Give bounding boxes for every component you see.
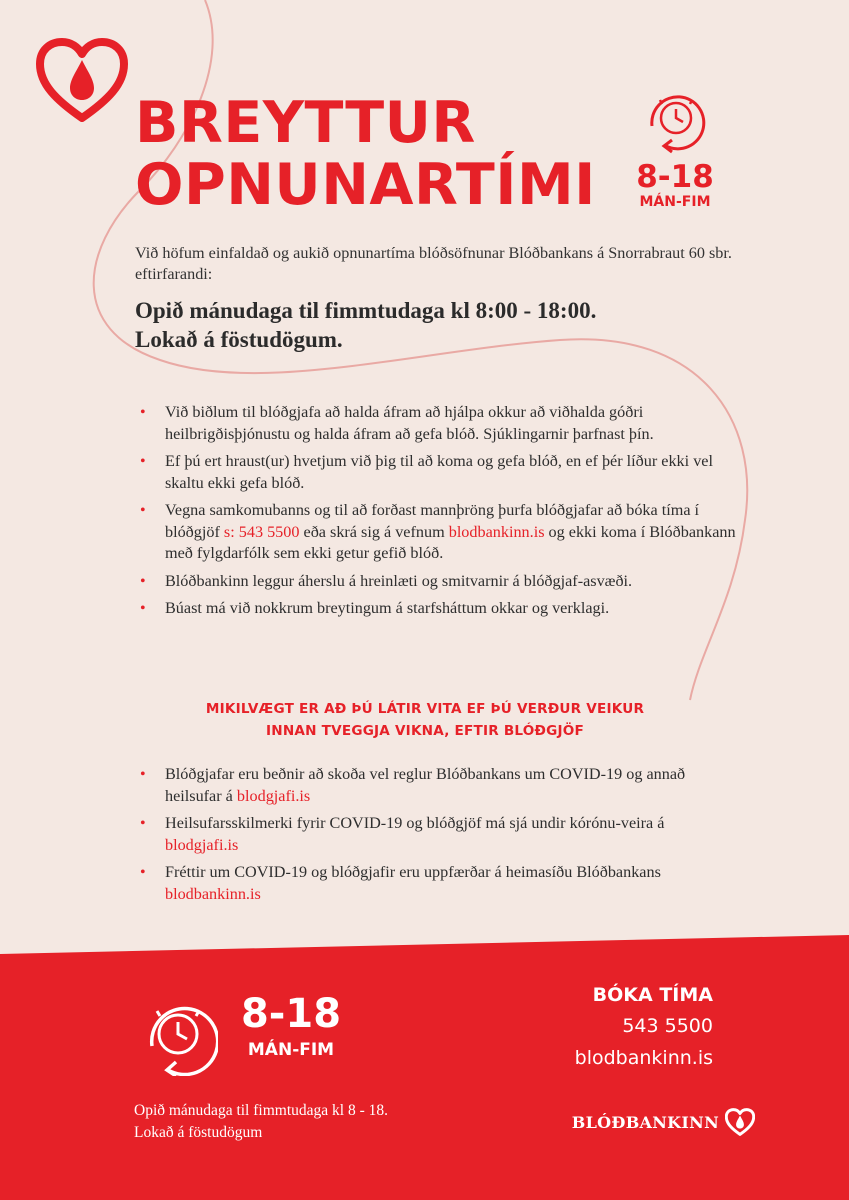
blodgjafi-link[interactable]: blodgjafi.is	[165, 835, 239, 854]
footer-note	[134, 1100, 388, 1144]
blodbankinn-link[interactable]: blodbankinn.is	[165, 884, 261, 903]
bullet-icon: •	[140, 815, 146, 832]
bullet-icon: •	[140, 502, 146, 519]
title-line-1: BREYTTUR	[135, 90, 476, 156]
bullet-icon: •	[140, 766, 146, 783]
list-item-text: Blóðgjafar eru beðnir að skoða vel reglur Blóðbankans um COVID-19 og annað heilsufar á	[165, 765, 686, 805]
bullet-icon: •	[140, 404, 146, 421]
booking-website-link[interactable]: blodbankinn.is	[574, 1047, 713, 1069]
bullet-icon: •	[140, 453, 146, 470]
blodbankinn-link[interactable]: blodbankinn.is	[448, 522, 545, 541]
list-item-text: Við biðlum til blóðgjafa að halda áfram að hjálpa okkur að viðhalda góðri heilbrigðisþjónustu og halda áfram að gefa blóð. Sjúklingarnir þarfnast þín.	[165, 403, 654, 443]
list-item-text: Blóðbankinn leggur áherslu á hreinlæti og smitvarnir á blóðgjaf-asvæði.	[165, 571, 633, 590]
brand-logo	[572, 1108, 755, 1136]
notice-line-1: MIKILVÆGT ER AÐ ÞÚ LÁTIR VITA EF ÞÚ VERÐUR VEIKUR	[205, 701, 645, 717]
footer-note-line-1: Opið mánudaga til fimmtudaga kl 8 - 18.	[134, 1102, 388, 1119]
heart-drop-icon	[725, 1108, 755, 1136]
blodgjafi-link[interactable]: blodgjafi.is	[236, 786, 311, 805]
badge-days: MÁN-FIM	[639, 194, 711, 210]
intro-text: Við höfum einfaldað og aukið opnunartíma blóðsöfnunar Blóðbankans á Snorrabraut 60 sbr. eftirfarandi:	[135, 244, 732, 283]
notice-line-2: INNAN TVEGGJA VIKNA, EFTIR BLÓÐGJÖF	[266, 723, 584, 739]
list-item-text: Heilsufarsskilmerki fyrir COVID-19 og blóðgjöf má sjá undir kórónu-veira á	[165, 814, 665, 832]
footer-days: MÁN-FIM	[247, 1040, 335, 1060]
list-item-text: og ekki koma í Blóðbankann með fylgdarfólk sem ekki getur gefið blóð.	[165, 522, 736, 562]
bullet-icon: •	[140, 572, 146, 590]
list-item-text: Vegna samkomubanns og til að forðast mannþröng þurfa blóðgjafar að bóka tíma í blóðgjöf	[165, 501, 700, 541]
footer-clock-refresh-icon	[134, 990, 218, 1076]
booking-phone[interactable]: 543 5500	[622, 1015, 713, 1037]
opening-hours-line-1: Opið mánudaga til fimmtudaga kl 8:00 - 18:00.	[135, 298, 597, 323]
footer-hours-value: 8-18	[240, 991, 342, 1037]
list-item-text: Fréttir um COVID-19 og blóðgjafir eru uppfærðar á heimasíðu Blóðbankans	[165, 863, 661, 881]
list-item-text: eða skrá sig á vefnum	[299, 522, 449, 541]
brand-name: BLÓÐBANKINN	[571, 1112, 719, 1132]
booking-info	[575, 980, 713, 1074]
list-item-text: Búast má við nokkrum breytingum á starfsháttum okkar og verklagi.	[165, 599, 610, 617]
list-item-text: Ef þú ert hraust(ur) hvetjum við þig til að koma og gefa blóð, en ef þér líður ekki vel skaltu ekki gefa blóð.	[165, 452, 713, 492]
opening-hours-line-2: Lokað á föstudögum.	[135, 327, 343, 352]
booking-label: BÓKA TÍMA	[592, 984, 713, 1006]
bullet-icon: •	[140, 864, 146, 881]
bullet-icon: •	[140, 600, 146, 617]
badge-hours: 8-18	[636, 159, 714, 195]
footer-hours	[228, 992, 354, 1060]
title-line-2: OPNUNARTÍMI	[135, 152, 596, 218]
booking-phone-link[interactable]: s: 543 5500	[223, 522, 300, 541]
footer-note-line-2: Lokað á föstudögum	[134, 1124, 263, 1141]
